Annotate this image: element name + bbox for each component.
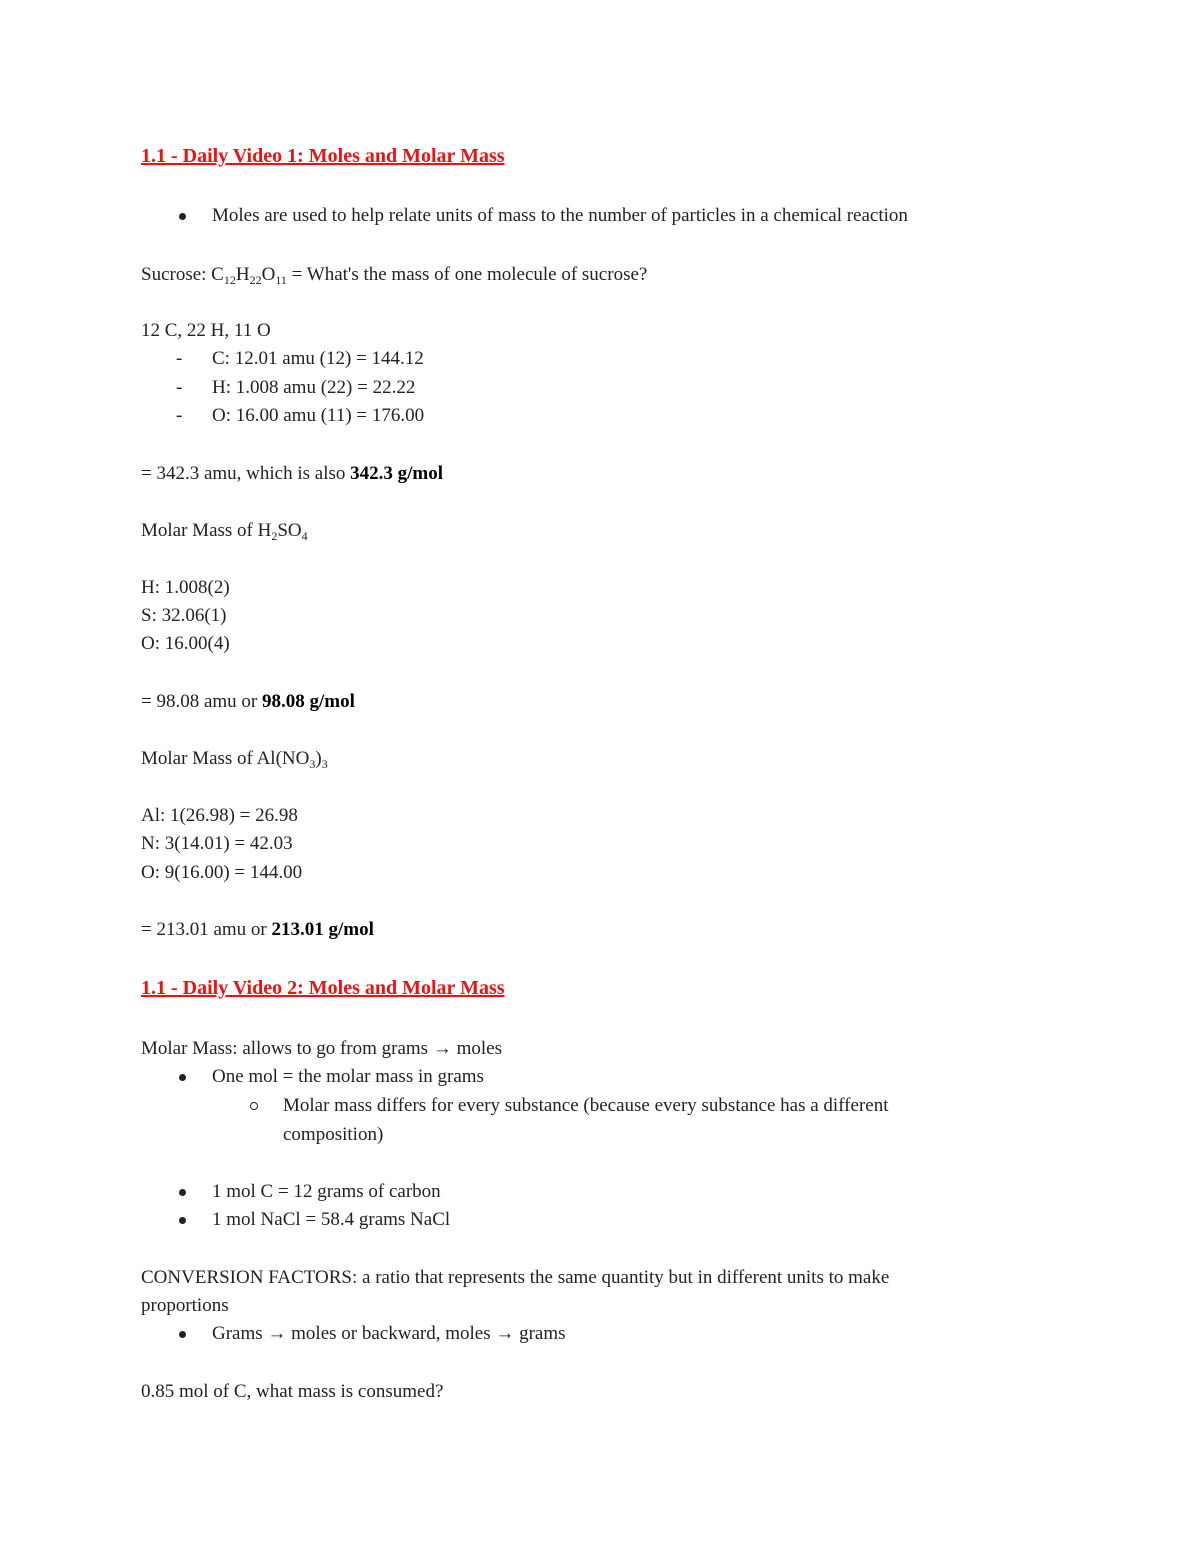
result-bold: 342.3 g/mol	[350, 463, 444, 484]
result-text: = 213.01 amu or	[141, 919, 272, 940]
sucrose-line	[141, 261, 647, 290]
sub-bullet-icon	[250, 1102, 258, 1110]
section-heading-2: 1.1 - Daily Video 2: Moles and Molar Mass	[141, 977, 505, 999]
alno3-line-al: Al: 1(26.98) = 26.98	[141, 805, 298, 826]
dash-item-h: H: 1.008 amu (22) = 22.22	[212, 377, 416, 398]
molar-mass-line: Molar Mass: allows to go from grams → moles	[141, 1038, 502, 1059]
subscript: 4	[301, 529, 308, 543]
formula-text: )	[315, 748, 322, 769]
sucrose-label: Sucrose: C	[141, 264, 224, 285]
bullet-one-mol: One mol = the molar mass in grams	[212, 1066, 484, 1087]
result-text: = 98.08 amu or	[141, 691, 263, 712]
h2so4-title	[141, 517, 308, 546]
bullet-icon	[179, 213, 186, 220]
bullet-text-moles: Moles are used to help relate units of mass to the number of particles in a chemical reaction	[212, 205, 908, 226]
subscript: 3	[309, 757, 316, 771]
formula-text: Molar Mass of Al(NO	[141, 748, 310, 769]
formula-text: SO	[277, 520, 302, 541]
subscript: 11	[275, 273, 287, 287]
h2so4-result	[141, 688, 355, 717]
alno3-result	[141, 916, 374, 945]
subscript: 12	[223, 273, 236, 287]
element-symbol: H	[235, 264, 250, 285]
result-bold: 98.08 g/mol	[262, 691, 355, 712]
bullet-icon	[179, 1189, 186, 1196]
h2so4-line-o: O: 16.00(4)	[141, 633, 230, 654]
atoms-line: 12 C, 22 H, 11 O	[141, 320, 271, 341]
alno3-line-n: N: 3(14.01) = 42.03	[141, 833, 293, 854]
sub-bullet-line-2: composition)	[283, 1124, 384, 1145]
conversion-line-1: CONVERSION FACTORS: a ratio that represents the same quantity but in different units to make	[141, 1267, 890, 1288]
dash-item-c: C: 12.01 amu (12) = 144.12	[212, 348, 424, 369]
bullet-icon	[179, 1331, 186, 1338]
subscript: 22	[249, 273, 262, 287]
element-symbol: O	[261, 264, 276, 285]
bullet-carbon: 1 mol C = 12 grams of carbon	[212, 1181, 441, 1202]
bullet-icon	[179, 1074, 186, 1081]
sucrose-result	[141, 460, 443, 489]
sucrose-question: = What's the mass of one molecule of sucrose?	[286, 264, 648, 285]
alno3-title	[141, 745, 328, 774]
result-bold: 213.01 g/mol	[271, 919, 374, 940]
section-heading-1: 1.1 - Daily Video 1: Moles and Molar Mass	[141, 145, 505, 167]
h2so4-line-h: H: 1.008(2)	[141, 577, 230, 598]
h2so4-line-s: S: 32.06(1)	[141, 605, 227, 626]
bullet-grams: Grams → moles or backward, moles → grams	[212, 1323, 566, 1344]
dash-marker: -	[176, 348, 183, 369]
conversion-line-2: proportions	[141, 1295, 229, 1316]
bullet-icon	[179, 1217, 186, 1224]
subscript: 2	[271, 529, 278, 543]
alno3-line-o: O: 9(16.00) = 144.00	[141, 862, 303, 883]
result-text: = 342.3 amu, which is also	[141, 463, 351, 484]
dash-marker: -	[176, 377, 183, 398]
dash-item-o: O: 16.00 amu (11) = 176.00	[212, 405, 425, 426]
formula-text: Molar Mass of H	[141, 520, 272, 541]
question-line: 0.85 mol of C, what mass is consumed?	[141, 1381, 444, 1402]
subscript: 3	[321, 757, 328, 771]
dash-marker: -	[176, 405, 183, 426]
sub-bullet-line-1: Molar mass differs for every substance (because every substance has a different	[283, 1095, 889, 1116]
bullet-nacl: 1 mol NaCl = 58.4 grams NaCl	[212, 1209, 451, 1230]
